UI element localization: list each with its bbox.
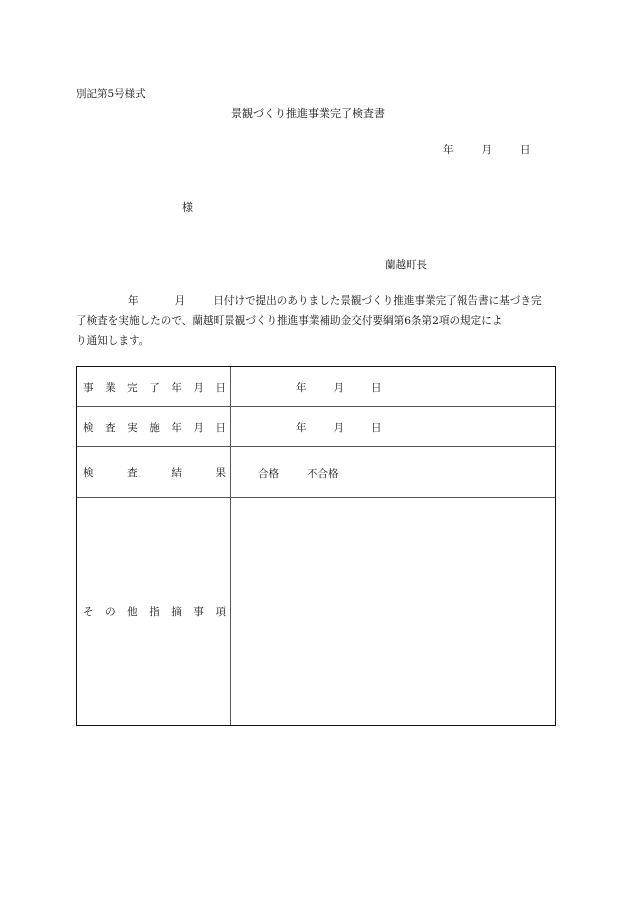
table-row-completion-date: [77, 367, 555, 407]
document-title: 景観づくり推進事業完了検査書: [231, 107, 385, 120]
label-char: 月: [193, 421, 204, 434]
pass-option[interactable]: 合格: [258, 468, 279, 480]
label-char: 摘: [171, 606, 182, 618]
notice-body-line-2: 了検査を実施したので、蘭越町景観づくり推進事業補助金交付要綱第6条第2項の規定によ: [76, 315, 503, 327]
row-label: [83, 498, 226, 725]
label-char: 業: [105, 381, 116, 394]
label-char: 年: [171, 381, 182, 394]
label-char: 果: [215, 467, 226, 479]
label-char: 月: [193, 381, 204, 394]
row-label: [83, 367, 226, 407]
label-char: 検: [83, 421, 94, 434]
issue-date-day: 日: [520, 144, 531, 156]
date-year: 年: [296, 422, 307, 434]
date-month: 月: [333, 422, 344, 434]
body-month: 月: [174, 295, 186, 307]
label-char: 指: [149, 606, 160, 618]
label-char: 年: [171, 421, 182, 434]
label-char: 事: [83, 381, 94, 394]
label-char: 了: [149, 381, 160, 394]
inspection-date-value: [296, 420, 382, 435]
date-day: 日: [371, 422, 382, 434]
label-char: 完: [127, 381, 138, 394]
completion-date-value: [296, 380, 382, 395]
inspection-result-options: [258, 466, 339, 481]
completion-date-field[interactable]: [230, 367, 555, 406]
label-char: そ: [83, 606, 94, 618]
label-char: 実: [127, 421, 138, 434]
row-label: [83, 447, 226, 498]
fail-option[interactable]: 不合格: [307, 468, 339, 480]
notice-body-line-3: り通知します。: [76, 335, 150, 347]
label-char: 事: [193, 606, 204, 618]
date-day: 日: [371, 382, 382, 394]
label-char: 検: [83, 467, 94, 479]
table-row-other-remarks: [77, 498, 555, 725]
issue-date: [443, 142, 531, 157]
label-char: 施: [149, 421, 160, 434]
table-row-inspection-date: [77, 407, 555, 447]
label-char: の: [105, 606, 116, 618]
date-year: 年: [296, 382, 307, 394]
table-row-inspection-result: [77, 447, 555, 498]
issue-date-month: 月: [481, 144, 492, 156]
issue-date-year: 年: [443, 144, 454, 156]
notice-body: [76, 291, 558, 351]
notice-body-line-1: [76, 291, 558, 311]
label-char: 査: [105, 421, 116, 434]
issuer-name: 蘭越町長: [385, 259, 427, 271]
recipient-suffix: 様: [182, 201, 193, 214]
label-char: 日: [215, 381, 226, 394]
other-remarks-field[interactable]: [230, 498, 555, 725]
date-month: 月: [333, 382, 344, 394]
label-char: 日: [215, 421, 226, 434]
label-char: 結: [171, 467, 182, 479]
row-label: [83, 407, 226, 447]
label-char: 査: [127, 467, 138, 479]
inspection-result-field: [230, 447, 555, 497]
inspection-table: [76, 366, 556, 726]
body-year: 年: [128, 295, 139, 307]
label-char: 項: [215, 606, 226, 618]
body-line1-text: 日付けで提出のありました景観づくり推進事業完了報告書に基づき完: [213, 295, 542, 307]
form-number-label: 別記第5号様式: [76, 88, 146, 100]
label-char: 他: [127, 606, 138, 618]
inspection-date-field[interactable]: [230, 407, 555, 446]
